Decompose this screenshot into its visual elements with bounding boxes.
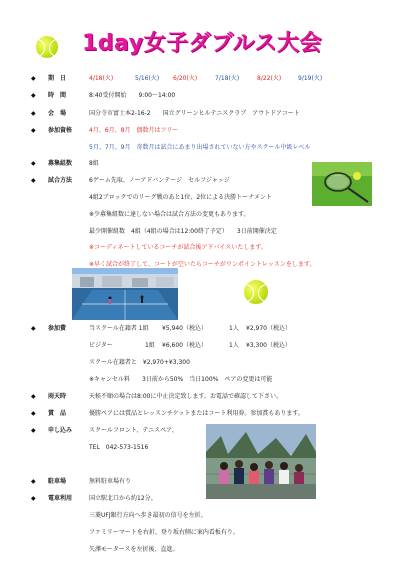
- group-photo: [206, 424, 316, 499]
- date-2: 5/16(火): [135, 75, 160, 82]
- venue-value: 国分寺市富士本2-16-2 国立グリーンヒルテニスクラブ アウトドアコート: [89, 110, 300, 117]
- format-line-1: 6ゲーム先取、ノーアドバンテージ セルフジャッジ: [89, 177, 230, 184]
- train-value: 国立駅北口から約12分。: [89, 495, 157, 502]
- page-title: 1day女子ダブルス大会: [82, 31, 323, 56]
- time-value: 8:40受付開始 9:00～14:00: [89, 92, 176, 99]
- directions-line-2: ファミリーマートを右折、登り坂右側に案内看板有り。: [89, 529, 239, 536]
- fee-visitor-one-price: ¥3,300（税込）: [246, 342, 291, 349]
- date-6: 9/19(火): [298, 75, 323, 82]
- tennis-courts-photo: [72, 268, 178, 320]
- fee-cancellation: ※キャンセル料 3日前から50% 当日100% ペアの変更は可能: [89, 376, 273, 383]
- row-label-capacity: 募集組数: [48, 160, 73, 167]
- fee-mixed-pair: スクール在籍者と ¥2,970+¥3,300: [89, 359, 190, 366]
- row-label-venue: 会 場: [48, 110, 67, 117]
- bullet-diamond-icon: ◆: [31, 75, 36, 82]
- format-line-4: 最少開催組数 4組（4組の場合は12:00終了予定） 3日前開催決定: [89, 228, 277, 235]
- row-label-eligibility: 参加資格: [48, 127, 73, 134]
- bullet-diamond-icon: ◆: [31, 325, 36, 332]
- row-label-prize: 賞 品: [48, 410, 67, 417]
- fee-member-one-label: 1人: [229, 325, 239, 332]
- bullet-diamond-icon: ◆: [31, 127, 36, 134]
- parking-value: 無料駐車場有り: [89, 478, 132, 485]
- directions-line-1: 三菱UFJ銀行方向へ歩き最初の信号を左折。: [89, 512, 207, 519]
- format-line-2: 4組2ブロックでのリーグ戦のあと1位、2位による決勝トーナメント: [89, 194, 272, 201]
- eligibility-odd-months: 5月、7月、9月 奇数月は試合にあまり出場されていない方やスクール中級レベル: [89, 144, 311, 151]
- tennis-ball-icon: [36, 36, 58, 58]
- eligibility-even-months: 4月、6月、8月 偶数月はフリー: [89, 127, 179, 134]
- date-1: 4/18(火): [89, 75, 114, 82]
- bullet-diamond-icon: ◆: [31, 110, 36, 117]
- date-4: 7/18(火): [215, 75, 240, 82]
- capacity-value: 8組: [89, 160, 99, 167]
- prize-value: 優勝ペアには賞品とレッスンチケットまたはコート利用券。参加賞もあります。: [89, 410, 304, 417]
- fee-member-price: ¥5,940（税込）: [162, 325, 207, 332]
- bullet-diamond-icon: ◆: [31, 410, 36, 417]
- format-line-3: ※少募集組数に達しない場合は試合方法の変更もあります。: [89, 211, 250, 218]
- date-5: 8/22(火): [257, 75, 282, 82]
- phone-number: TEL 042-573-1516: [89, 444, 149, 451]
- fee-visitor-count: 1組: [145, 342, 155, 349]
- apply-value: スクールフロント、テニスペア、: [89, 427, 178, 434]
- fee-member-label: 当スクール在籍者 1組: [89, 325, 149, 332]
- bullet-diamond-icon: ◆: [31, 92, 36, 99]
- fee-member-one-price: ¥2,970（税込）: [246, 325, 291, 332]
- bullet-diamond-icon: ◆: [31, 427, 36, 434]
- bullet-diamond-icon: ◆: [31, 495, 36, 502]
- bullet-diamond-icon: ◆: [31, 160, 36, 167]
- row-label-fee: 参加費: [48, 325, 67, 332]
- fee-visitor-label: ビジター: [89, 342, 113, 349]
- row-label-time: 時 間: [48, 92, 67, 99]
- row-label-apply: 申し込み: [48, 427, 73, 434]
- racket-on-grass-photo: [312, 162, 372, 206]
- row-label-date: 期 日: [48, 75, 67, 82]
- coach-advice-note: ※コーディネートしているコーチが試合後アドバイスいたします。: [89, 244, 267, 251]
- bullet-diamond-icon: ◆: [31, 393, 36, 400]
- fee-visitor-price: ¥6,600（税込）: [162, 342, 207, 349]
- bullet-diamond-icon: ◆: [31, 478, 36, 485]
- row-label-parking: 駐車場: [48, 478, 67, 485]
- row-label-rain: 雨天時: [48, 393, 67, 400]
- bullet-diamond-icon: ◆: [31, 177, 36, 184]
- date-3: 6/20(火): [173, 75, 198, 82]
- tennis-ball-icon: [244, 280, 268, 304]
- directions-line-3: 矢澤モータースを左折後、直進。: [89, 546, 179, 553]
- row-label-format: 試合方法: [48, 177, 73, 184]
- rain-value: 天候不順の場合は8:00に中止決定致します。お電話で確認して下さい。: [89, 393, 282, 400]
- one-point-lesson-note: ※早く試合が終了して、コートが空いたらコーチがワンポイントレッスンをします。: [89, 261, 316, 268]
- fee-visitor-one-label: 1人: [229, 342, 239, 349]
- row-label-train: 電車利用: [48, 495, 73, 502]
